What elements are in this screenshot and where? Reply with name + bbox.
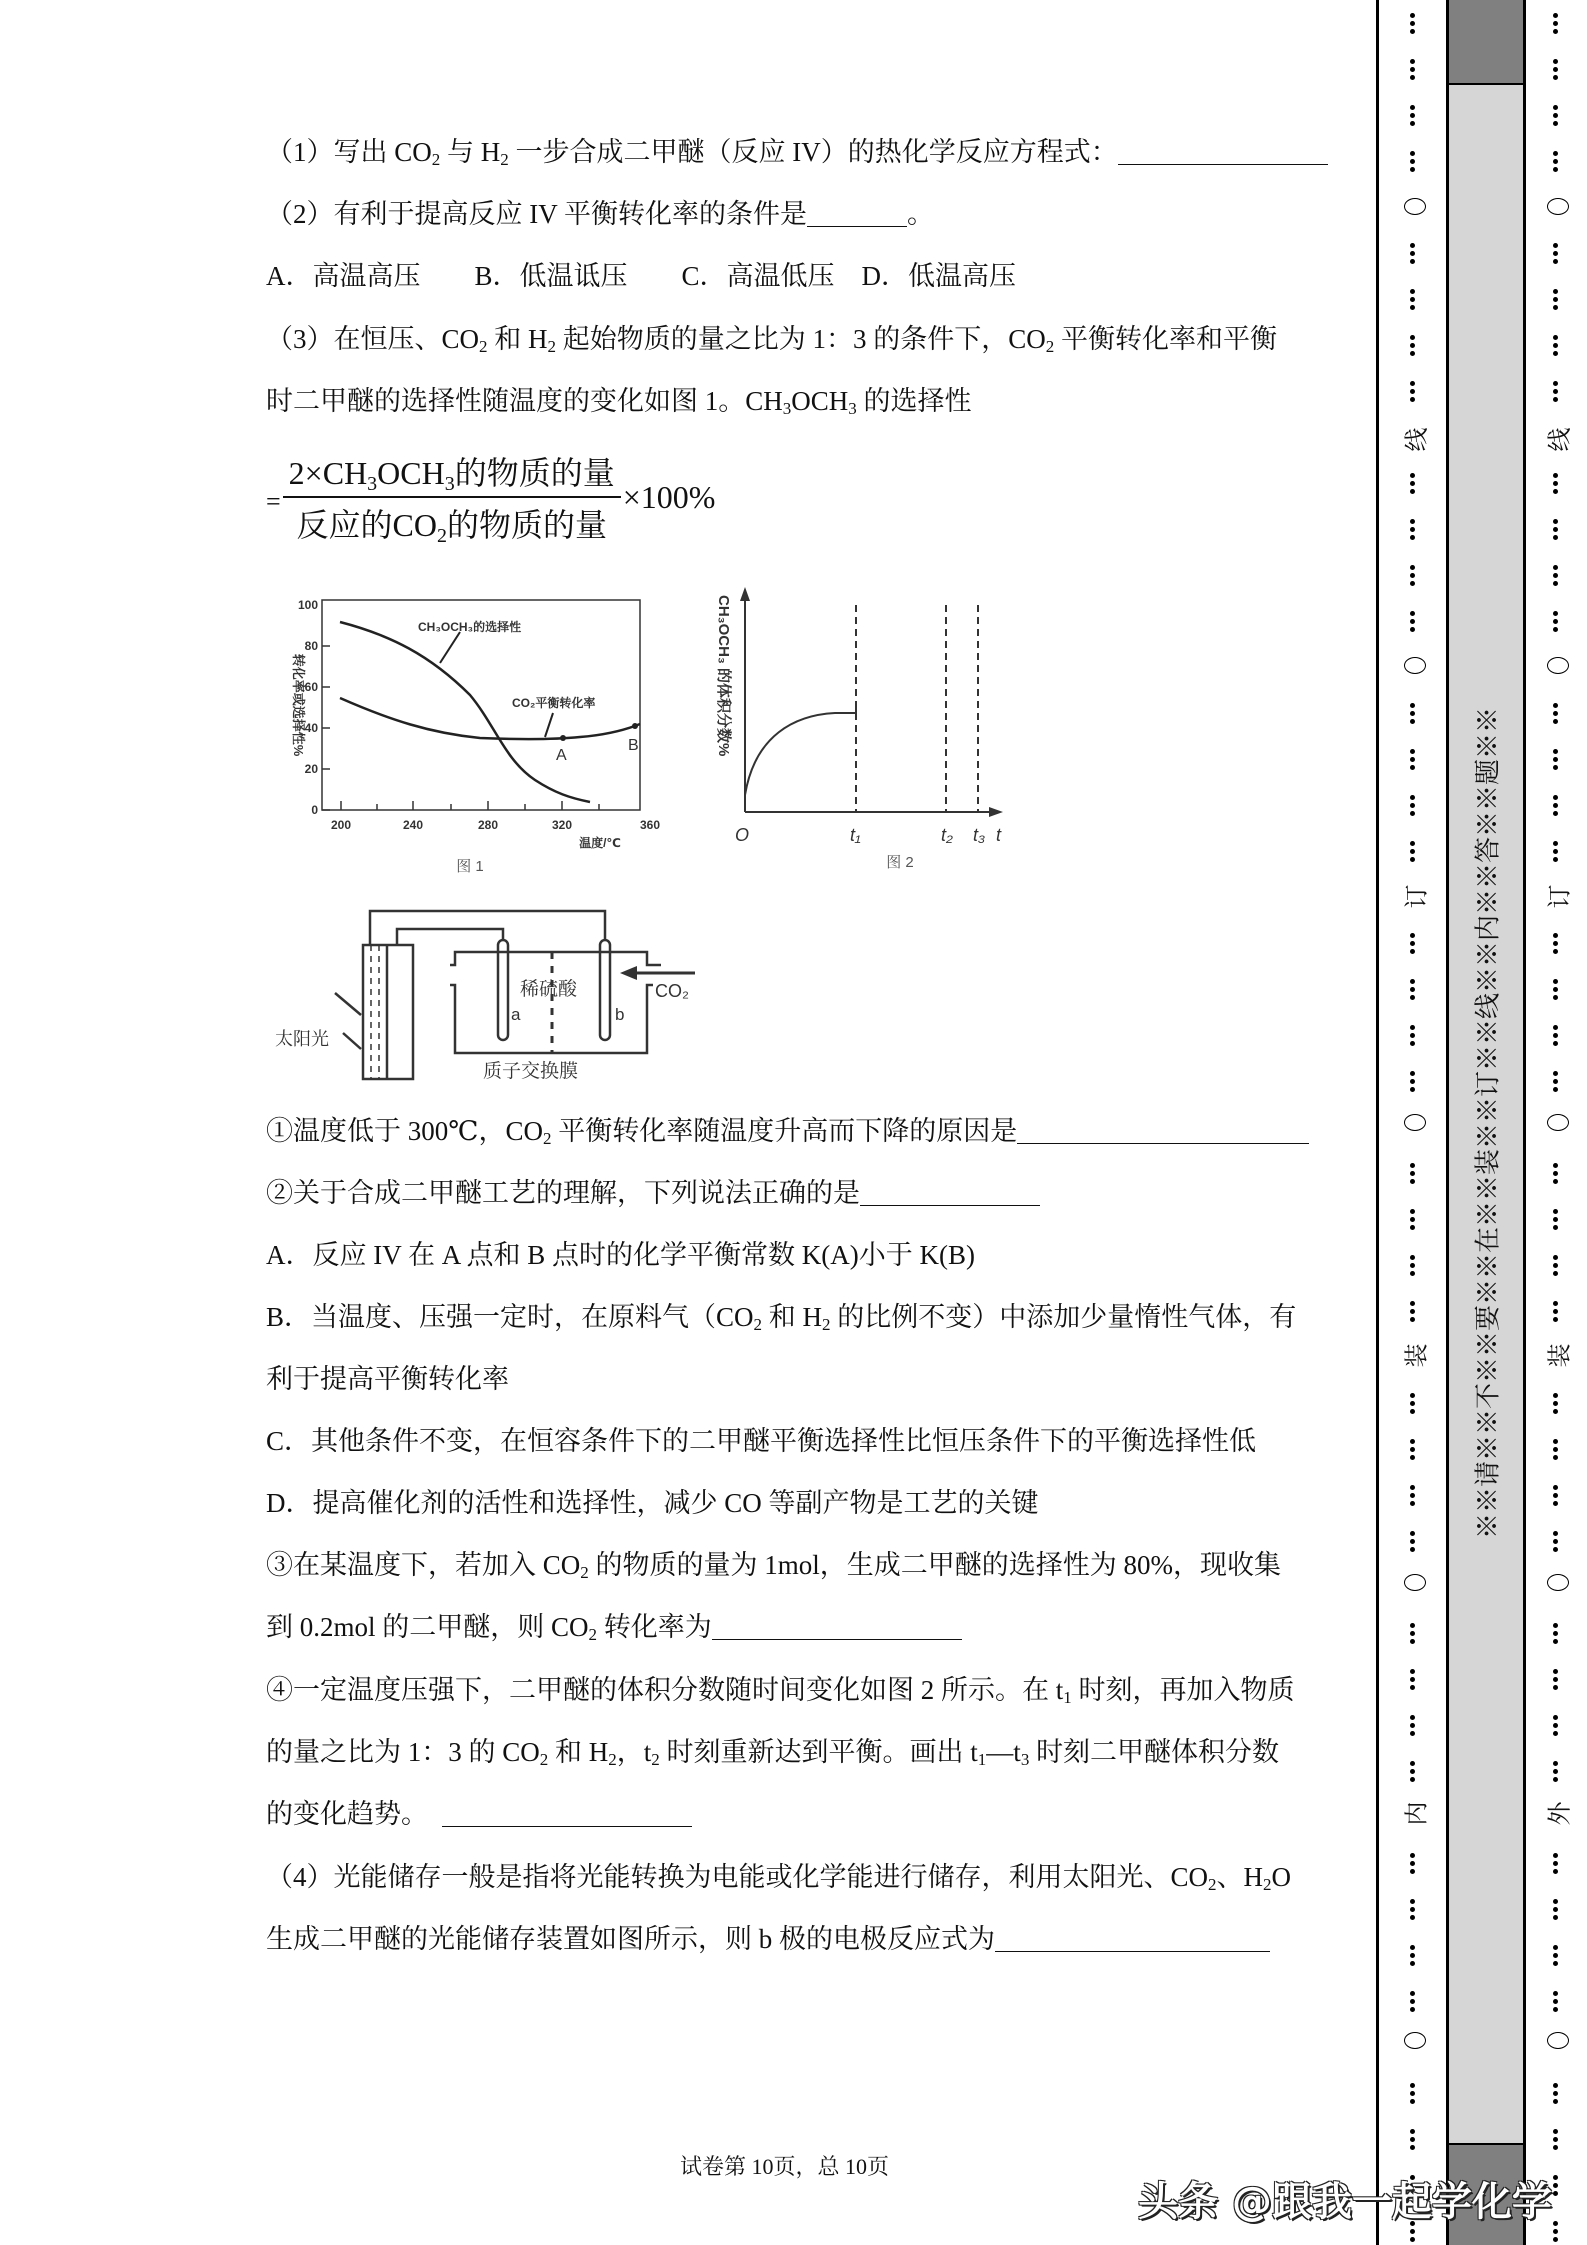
- question-2: （2）有利于提高反应 IV 平衡转化率的条件是 。: [266, 199, 935, 229]
- dotted-cut-line: [1553, 332, 1561, 359]
- dotted-cut-line: [1553, 1758, 1561, 1785]
- selectivity-curve: [340, 622, 590, 802]
- option-b-line-2: 利于提高平衡转化率: [266, 1364, 509, 1394]
- binding-margin-outer-column: [1520, 0, 1587, 2245]
- dotted-cut-line: [1553, 1252, 1561, 1279]
- svg-text:320: 320: [551, 818, 573, 832]
- binding-margin-label: 内: [1402, 1801, 1431, 1826]
- dotted-cut-line: [1553, 1620, 1561, 1647]
- dotted-cut-line: [1410, 1482, 1418, 1509]
- dotted-cut-line: [1553, 148, 1561, 175]
- svg-text:转化率或选择性%: 转化率或选择性%: [291, 653, 306, 757]
- dotted-cut-line: [1553, 2126, 1561, 2153]
- sub-question-4-line-2: 的量之比为 1：3 的 $CO_2$ 和 $H_2$，$t_2$ 时刻重新达到平衡。画出 $t_1—t_3$ 时刻二甲醚体积分数: [266, 1737, 1280, 1769]
- svg-text:CH₃OCH₃的选择性: CH₃OCH₃的选择性: [418, 620, 522, 634]
- dotted-cut-line: [1410, 1160, 1418, 1187]
- option-a: A．反应 IV 在 A 点和 B 点时的化学平衡常数 K(A)小于 K(B): [266, 1240, 975, 1270]
- dotted-cut-line: [1410, 1620, 1418, 1647]
- question-4-line-1: （4）光能储存一般是指将光能转换为电能或化学能进行储存，利用太阳光、$CO_2$、$H_2O$: [266, 1862, 1292, 1894]
- dotted-cut-line: [1553, 1160, 1561, 1187]
- dotted-cut-line: [1553, 700, 1561, 727]
- dotted-cut-line: [1553, 516, 1561, 543]
- dotted-cut-line: [1410, 792, 1418, 819]
- binding-hole-circle-icon: [1547, 657, 1569, 674]
- dotted-cut-line: [1410, 148, 1418, 175]
- option-c: C．其他条件不变，在恒容条件下的二甲醚平衡选择性比恒压条件下的平衡选择性低: [266, 1426, 1257, 1456]
- dotted-cut-line: [1553, 1482, 1561, 1509]
- figure-1-caption: 图 1: [456, 858, 484, 875]
- dotted-cut-line: [1553, 1390, 1561, 1417]
- dotted-cut-line: [1553, 1988, 1561, 2015]
- binding-margin-label: 订: [1402, 884, 1431, 909]
- dotted-cut-line: [1410, 1666, 1418, 1693]
- binding-hole-circle-icon: [1404, 657, 1426, 674]
- binding-hole-circle-icon: [1404, 1114, 1426, 1131]
- dotted-cut-line: [1553, 378, 1561, 405]
- svg-text:360: 360: [639, 818, 661, 832]
- dotted-cut-line: [1553, 1298, 1561, 1325]
- dotted-cut-line: [1410, 1988, 1418, 2015]
- fraction: $\frac{2\times CH_3OCH_3的物质的量}{反应的CO_2的物质的量}$: [283, 448, 621, 546]
- dotted-cut-line: [1553, 976, 1561, 1003]
- binding-margin-label: 线: [1545, 427, 1574, 452]
- dotted-cut-line: [1410, 838, 1418, 865]
- dotted-cut-line: [1410, 1942, 1418, 1969]
- binding-margin-label: 装: [1545, 1343, 1574, 1368]
- answer-blank[interactable]: [1118, 140, 1328, 165]
- dotted-cut-line: [1410, 1896, 1418, 1923]
- dotted-cut-line: [1553, 746, 1561, 773]
- dotted-cut-line: [1553, 2218, 1561, 2245]
- svg-text:太阳光: 太阳光: [275, 1029, 329, 1049]
- answer-blank[interactable]: [1017, 1119, 1309, 1144]
- binding-margin-label: 订: [1545, 884, 1574, 909]
- dotted-cut-line: [1553, 1850, 1561, 1877]
- binding-hole-circle-icon: [1404, 2032, 1426, 2049]
- svg-text:t₃: t₃: [973, 825, 986, 845]
- band-dark-top: [1449, 0, 1523, 85]
- dotted-cut-line: [1553, 2080, 1561, 2107]
- dotted-cut-line: [1410, 700, 1418, 727]
- dotted-cut-line: [1410, 1252, 1418, 1279]
- dotted-cut-line: [1410, 470, 1418, 497]
- dotted-cut-line: [1553, 838, 1561, 865]
- binding-margin-inner-column: [1376, 0, 1449, 2245]
- watermark: 头条 @跟我一起学化学: [1138, 2179, 1552, 2225]
- page-footer: 试卷第 10页，总 10页: [680, 2154, 890, 2179]
- dotted-cut-line: [1410, 240, 1418, 267]
- svg-text:B: B: [628, 737, 639, 754]
- binding-hole-circle-icon: [1404, 1574, 1426, 1591]
- question-3-line-1: （3）在恒压、$CO_2$ 和 $H_2$ 起始物质的量之比为 1：3 的条件下，$CO_2$ 平衡转化率和平衡: [266, 324, 1278, 356]
- figure-2-caption: 图 2: [886, 854, 914, 871]
- dotted-cut-line: [1410, 1850, 1418, 1877]
- dotted-cut-line: [1410, 332, 1418, 359]
- dotted-cut-line: [1553, 930, 1561, 957]
- svg-text:280: 280: [477, 818, 499, 832]
- dotted-cut-line: [1410, 286, 1418, 313]
- svg-text:A: A: [556, 747, 567, 764]
- answer-blank[interactable]: [860, 1181, 1040, 1206]
- dotted-cut-line: [1553, 792, 1561, 819]
- dotted-cut-line: [1553, 56, 1561, 83]
- binding-margin-label: 线: [1402, 427, 1431, 452]
- dotted-cut-line: [1410, 10, 1418, 37]
- dotted-cut-line: [1553, 1022, 1561, 1049]
- binding-hole-circle-icon: [1547, 198, 1569, 215]
- dotted-cut-line: [1553, 1528, 1561, 1555]
- svg-text:稀硫酸: 稀硫酸: [520, 979, 578, 1000]
- dotted-cut-line: [1553, 102, 1561, 129]
- sub-question-1: ①温度低于 300℃，$CO_2$ 平衡转化率随温度升高而下降的原因是: [266, 1114, 1309, 1148]
- dotted-cut-line: [1553, 1666, 1561, 1693]
- svg-text:a: a: [511, 1005, 521, 1024]
- answer-blank[interactable]: [807, 202, 907, 227]
- question-4-line-2: 生成二甲醚的光能储存装置如图所示，则 b 极的电极反应式为: [266, 1922, 1270, 1956]
- option-b-line-1: B．当温度、压强一定时，在原料气（$CO_2$ 和 $H_2$ 的比例不变）中添加少量惰性气体，有: [266, 1302, 1297, 1334]
- volume-fraction-curve: [745, 707, 856, 795]
- dotted-cut-line: [1410, 1022, 1418, 1049]
- svg-text:60: 60: [304, 680, 318, 694]
- dotted-cut-line: [1410, 562, 1418, 589]
- dotted-cut-line: [1553, 608, 1561, 635]
- sub-question-3-line-2: 到 0.2mol 的二甲醚，则 $CO_2$ 转化率为: [266, 1610, 962, 1644]
- svg-text:CH₃OCH₃ 的体积分数%: CH₃OCH₃ 的体积分数%: [715, 595, 732, 757]
- dotted-cut-line: [1410, 1390, 1418, 1417]
- dotted-cut-line: [1553, 1206, 1561, 1233]
- dotted-cut-line: [1410, 1068, 1418, 1095]
- dotted-cut-line: [1553, 2172, 1561, 2199]
- dotted-cut-line: [1410, 56, 1418, 83]
- sub-question-2: ②关于合成二甲醚工艺的理解，下列说法正确的是: [266, 1176, 1040, 1210]
- binding-hole-circle-icon: [1547, 1114, 1569, 1131]
- figure-2-chart: [705, 575, 1015, 880]
- dotted-cut-line: [1553, 562, 1561, 589]
- sub-question-3-line-1: ③在某温度下，若加入 $CO_2$ 的物质的量为 1mol，生成二甲醚的选择性为 80%，现收集: [266, 1550, 1282, 1582]
- svg-text:200: 200: [330, 818, 352, 832]
- svg-text:40: 40: [304, 721, 318, 735]
- dotted-cut-line: [1553, 10, 1561, 37]
- dotted-cut-line: [1410, 746, 1418, 773]
- dotted-cut-line: [1410, 102, 1418, 129]
- binding-hole-circle-icon: [1547, 1574, 1569, 1591]
- dotted-cut-line: [1410, 976, 1418, 1003]
- dotted-cut-line: [1553, 1436, 1561, 1463]
- binding-margin-band: [1446, 0, 1526, 2245]
- question-2-options: A．高温高压 B．低温诋压 C．高温低压 D．低温高压: [266, 261, 1017, 291]
- dotted-cut-line: [1410, 930, 1418, 957]
- dotted-cut-line: [1553, 1896, 1561, 1923]
- dotted-cut-line: [1410, 1206, 1418, 1233]
- dotted-cut-line: [1410, 516, 1418, 543]
- binding-warning-text: ※※请※※不※※要※※在※※装※※订※※线※※内※※答※※题※※: [1473, 706, 1504, 1539]
- binding-margin-label: 装: [1402, 1343, 1431, 1368]
- svg-text:质子交换膜: 质子交换膜: [483, 1061, 579, 1082]
- figure-1-chart: [270, 585, 670, 880]
- svg-text:240: 240: [402, 818, 424, 832]
- svg-text:t: t: [996, 825, 1002, 845]
- binding-margin-label: 外: [1545, 1801, 1574, 1826]
- binding-hole-circle-icon: [1547, 2032, 1569, 2049]
- dotted-cut-line: [1410, 1758, 1418, 1785]
- svg-text:CO₂平衡转化率: CO₂平衡转化率: [512, 696, 596, 710]
- answer-blank[interactable]: [995, 1927, 1270, 1952]
- selectivity-formula: = $\frac{2\times CH_3OCH_3的物质的量}{反应的CO_2的物质的量}$ ×100%: [266, 448, 715, 546]
- svg-text:温度/℃: 温度/℃: [579, 836, 621, 850]
- dotted-cut-line: [1553, 470, 1561, 497]
- dotted-cut-line: [1553, 1712, 1561, 1739]
- dotted-cut-line: [1410, 1436, 1418, 1463]
- svg-text:CO₂: CO₂: [655, 981, 689, 1001]
- svg-text:100: 100: [297, 598, 318, 612]
- light-storage-device-diagram: [265, 895, 705, 1095]
- dotted-cut-line: [1553, 1068, 1561, 1095]
- question-3-line-2: 时二甲醚的选择性随温度的变化如图 1。$CH_3OCH_3$ 的选择性: [266, 386, 972, 418]
- dotted-cut-line: [1410, 1298, 1418, 1325]
- option-d: D．提高催化剂的活性和选择性，减少 CO 等副产物是工艺的关键: [266, 1488, 1039, 1518]
- svg-text:20: 20: [304, 762, 318, 776]
- dotted-cut-line: [1553, 240, 1561, 267]
- answer-blank[interactable]: [442, 1802, 692, 1827]
- svg-text:80: 80: [304, 639, 318, 653]
- binding-hole-circle-icon: [1404, 198, 1426, 215]
- dotted-cut-line: [1410, 1712, 1418, 1739]
- dotted-cut-line: [1410, 378, 1418, 405]
- dotted-cut-line: [1410, 1528, 1418, 1555]
- svg-text:O: O: [735, 825, 750, 845]
- answer-blank[interactable]: [712, 1615, 962, 1640]
- svg-text:t₂: t₂: [941, 825, 953, 845]
- dotted-cut-line: [1410, 2080, 1418, 2107]
- svg-text:t₁: t₁: [850, 825, 861, 845]
- sub-question-4-line-3: 的变化趋势。: [266, 1797, 692, 1831]
- svg-text:0: 0: [311, 803, 318, 817]
- svg-text:b: b: [615, 1005, 625, 1024]
- dotted-cut-line: [1553, 286, 1561, 313]
- dotted-cut-line: [1410, 608, 1418, 635]
- question-1: （1）写出 $CO_2$ 与 $H_2$ 一步合成二甲醚（反应 IV）的热化学反应方程式：: [266, 135, 1328, 169]
- dotted-cut-line: [1553, 1942, 1561, 1969]
- sub-question-4-line-1: ④一定温度压强下，二甲醚的体积分数随时间变化如图 2 所示。在 $t_1$ 时刻，再加入物质: [266, 1675, 1295, 1707]
- dotted-cut-line: [1410, 2126, 1418, 2153]
